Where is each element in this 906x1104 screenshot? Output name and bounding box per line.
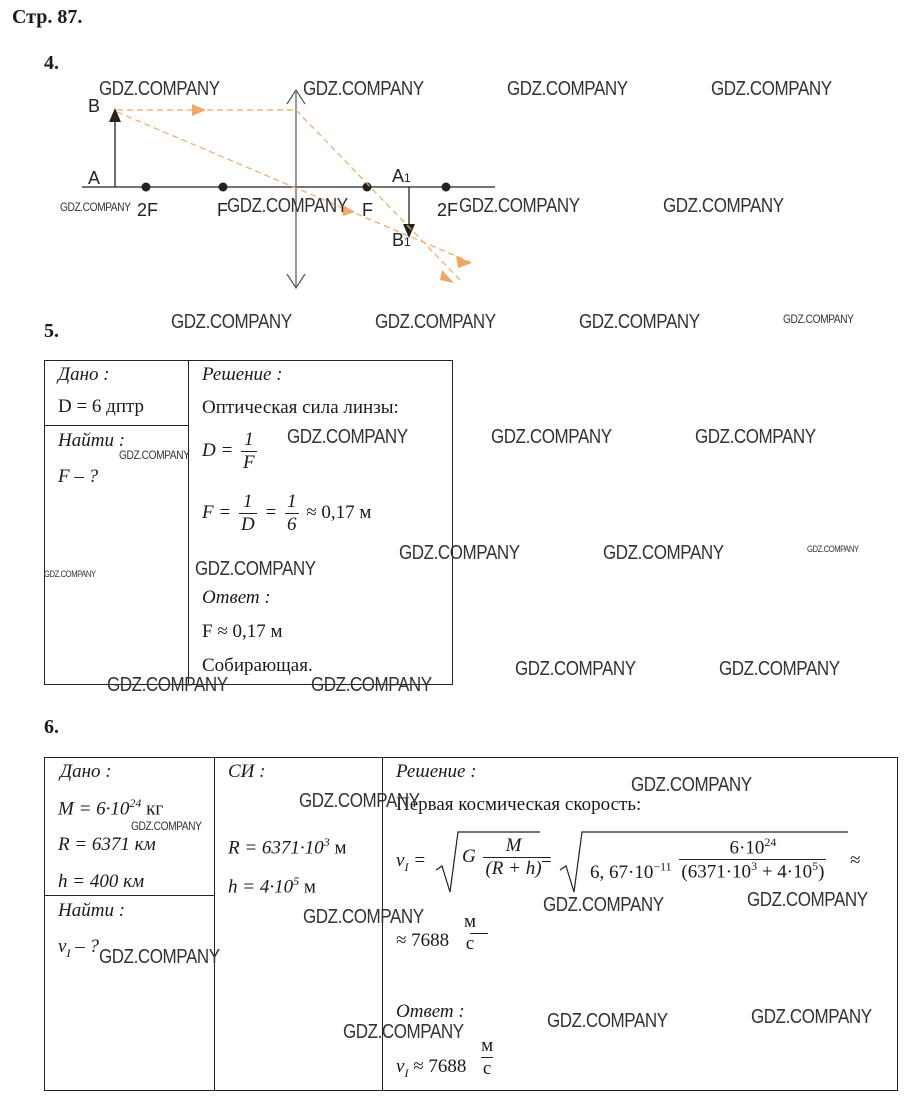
t5-answer-note: Собирающая.	[202, 655, 313, 676]
watermark: GDZ.COMPANY	[99, 78, 220, 100]
t5-answer-title: Ответ :	[202, 587, 271, 608]
task-5-divider	[188, 360, 189, 685]
label-2f-left: 2F	[137, 200, 159, 220]
t5-solution-line1: Оптическая сила линзы:	[202, 397, 399, 418]
t6-given-m: $M = 6\cdot 10^{24}$ кг	[58, 796, 164, 820]
label-b1: B1	[392, 230, 411, 250]
t5-eq2: F = $\frac{1}{D}$ = $\frac{1}{6}$ ≈ 0,17 м	[202, 491, 372, 535]
t6-given-title: Дано :	[60, 761, 112, 782]
t6-solution-title: Решение :	[396, 761, 477, 782]
t5-solution-title: Решение :	[202, 364, 283, 385]
watermark: GDZ.COMPANY	[399, 542, 520, 564]
label-f-left: F	[217, 200, 228, 220]
watermark: GDZ.COMPANY	[343, 1021, 464, 1043]
watermark: GDZ.COMPANY	[60, 200, 131, 214]
watermark: GDZ.COMPANY	[547, 1010, 668, 1032]
watermark: GDZ.COMPANY	[107, 674, 228, 696]
watermark: GDZ.COMPANY	[711, 78, 832, 100]
t6-formula-approx: ≈	[850, 850, 861, 871]
watermark: GDZ.COMPANY	[119, 448, 190, 462]
watermark: GDZ.COMPANY	[507, 78, 628, 100]
watermark: GDZ.COMPANY	[171, 311, 292, 333]
watermark: GDZ.COMPANY	[303, 78, 424, 100]
t6-formula-lhs: $v_I$ =	[396, 850, 427, 874]
point-2f-left	[142, 183, 151, 192]
t6-answer-title: Ответ :	[396, 1001, 465, 1022]
watermark: GDZ.COMPANY	[719, 658, 840, 680]
point-f-left	[219, 183, 228, 192]
watermark: GDZ.COMPANY	[747, 889, 868, 911]
t6-si-r: $R = 6371\cdot 10^3$ м	[228, 835, 347, 859]
watermark: GDZ.COMPANY	[783, 312, 854, 326]
ray-arrow-3	[456, 256, 472, 268]
t6-find-value: $v_I$ – ?	[58, 936, 99, 960]
t6-find-title: Найти :	[58, 900, 126, 921]
t5-eq1: D = $\frac{1}{F}$	[202, 429, 255, 473]
point-2f-right	[442, 183, 451, 192]
ray-arrow-1	[192, 104, 206, 116]
label-f-right: F	[362, 200, 373, 220]
watermark: GDZ.COMPANY	[303, 906, 424, 928]
task-6-number: 6.	[44, 716, 59, 738]
t6-formula-eq2: =	[541, 850, 552, 871]
watermark: GDZ.COMPANY	[375, 311, 496, 333]
task-6-given-divider	[44, 895, 215, 896]
t5-find-title: Найти :	[58, 430, 126, 451]
watermark: GDZ.COMPANY	[287, 426, 408, 448]
task-6-divider-1	[214, 757, 215, 1091]
watermark: GDZ.COMPANY	[491, 426, 612, 448]
watermark: GDZ.COMPANY	[631, 774, 752, 796]
t6-answer-value: $v_I \approx 7688$ $\frac{м}{с}$	[396, 1035, 494, 1081]
t6-solution-line1: Первая космическая скорость:	[396, 794, 642, 815]
t5-given-title: Дано :	[58, 364, 110, 385]
t5-given-value: D = 6 дптр	[58, 396, 145, 417]
label-b: B	[88, 96, 101, 116]
watermark: GDZ.COMPANY	[663, 195, 784, 217]
watermark: GDZ.COMPANY	[579, 311, 700, 333]
watermark: GDZ.COMPANY	[751, 1006, 872, 1028]
watermark: GDZ.COMPANY	[131, 819, 202, 833]
watermark: GDZ.COMPANY	[195, 558, 316, 580]
watermark: GDZ.COMPANY	[459, 195, 580, 217]
task-5-number: 5.	[44, 320, 59, 342]
t6-si-h: $h = 4\cdot 10^5$ м	[228, 874, 316, 898]
page-title: Стр. 87.	[12, 6, 83, 28]
t6-given-h: h = 400 км	[58, 871, 145, 892]
watermark: GDZ.COMPANY	[299, 790, 420, 812]
lens-ray-diagram	[0, 0, 906, 300]
watermark: GDZ.COMPANY	[99, 946, 220, 968]
label-a: A	[88, 168, 101, 188]
watermark: GDZ.COMPANY	[227, 195, 348, 217]
t5-answer-value: F ≈ 0,17 м	[202, 621, 283, 642]
watermark: GDZ.COMPANY	[603, 542, 724, 564]
watermark: GDZ.COMPANY	[695, 426, 816, 448]
watermark: GDZ.COMPANY	[543, 894, 664, 916]
t6-given-r: R = 6371 км	[58, 834, 156, 855]
t6-result: ≈ 7688 м с	[396, 911, 476, 954]
t6-formula-g: G $\frac{M}{(R + h)}$	[462, 835, 542, 879]
t6-formula-const: 6, $67\cdot 10^{-11}$ $\frac{6\cdot 10^{24}}{(6371\cdot 10^3 + 4\cdot 10^5)}$	[590, 835, 825, 884]
label-2f-right: 2F	[437, 200, 459, 220]
label-a1: A1	[392, 166, 411, 186]
watermark: GDZ.COMPANY	[515, 658, 636, 680]
watermark: GDZ.COMPANY	[807, 544, 859, 554]
task-4-number: 4.	[44, 52, 59, 74]
watermark: GDZ.COMPANY	[311, 674, 432, 696]
t6-result-unit-bar	[470, 933, 488, 934]
t5-find-value: F – ?	[58, 466, 99, 487]
watermark: GDZ.COMPANY	[44, 569, 96, 579]
task-5-given-divider	[44, 425, 189, 426]
t6-si-title: СИ :	[228, 761, 266, 782]
